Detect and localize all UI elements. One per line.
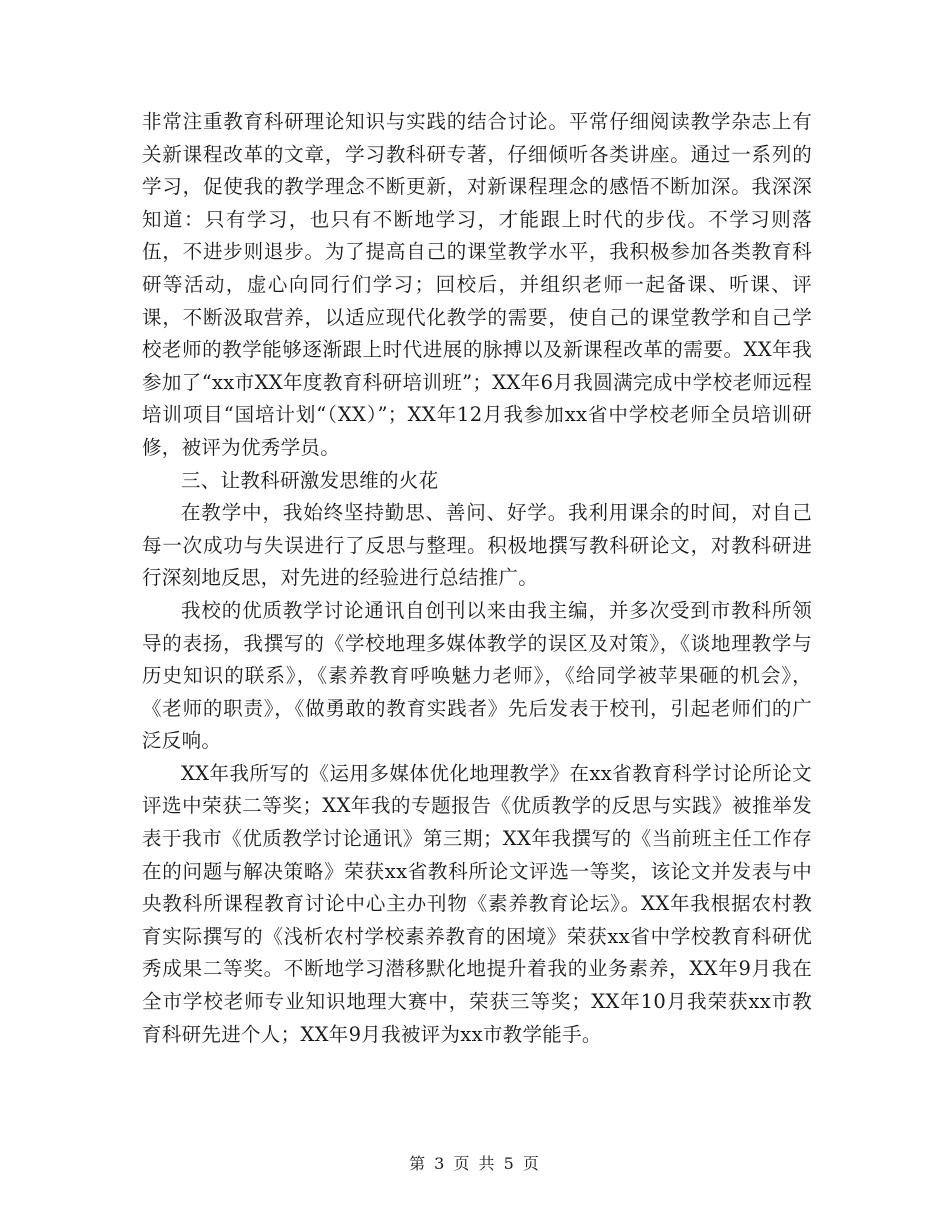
- paragraph-newsletter: 我校的优质教学讨论通讯自创刊以来由我主编，并多次受到市教科所领导的表扬，我撰写的《学校地理多媒体教学的误区及对策》，《谈地理教学与历史知识的联系》，《素养教育呼唤魅力老师》，《给同学被苹果砸的机会》，《老师的职责》，《做勇敢的教育实践者》先后发表于校刊，引起老师们的广泛反响。: [142, 598, 812, 753]
- paragraph-continuation: 非常注重教育科研理论知识与实践的结合讨论。平常仔细阅读教学杂志上有关新课程改革的文章，学习教科研专著，仔细倾听各类讲座。通过一系列的学习，促使我的教学理念不断更新，对新课程理念的感悟不断加深。我深深知道：只有学习，也只有不断地学习，才能跟上时代的步伐。不学习则落伍，不进步则退步。为了提高自己的课堂教学水平，我积极参加各类教育科研等活动，虚心向同行们学习；回校后，并组织老师一起备课、听课、评课，不断汲取营养，以适应现代化教学的需要，使自己的课堂教学和自己学校老师的教学能够逐渐跟上时代进展的脉搏以及新课程改革的需要。XX年我参加了“xx市XX年度教育科研培训班”；XX年6月我圆满完成中学校老师远程培训项目“国培计划“（XX）”；XX年12月我参加xx省中学校老师全员培训研修，被评为优秀学员。: [142, 110, 812, 459]
- paragraph-reflection: 在教学中，我始终坚持勤思、善问、好学。我利用课余的时间，对自己每一次成功与失误进行了反思与整理。积极地撰写教科研论文，对教科研进行深刻地反思，对先进的经验进行总结推广。: [142, 501, 812, 590]
- paragraph-awards: XX年我所写的《运用多媒体优化地理教学》在xx省教育科学讨论所论文评选中荣获二等奖；XX年我的专题报告《优质教学的反思与实践》被推举发表于我市《优质教学讨论通讯》第三期；XX年我撰写的《当前班主任工作存在的问题与解决策略》荣获xx省教科所论文评选一等奖，该论文并发表与中央教科所课程教育讨论中心主办刊物《素养教育论坛》。XX年我根据农村教育实际撰写的《浅析农村学校素养教育的困境》荣获xx省中学校教育科研优秀成果二等奖。不断地学习潜移默化地提升着我的业务素养，XX年9月我在全市学校老师专业知识地理大赛中，荣获三等奖；XX年10月我荣获xx市教育科研先进个人；XX年9月我被评为xx市教学能手。: [142, 761, 812, 1046]
- document-body: [142, 106, 812, 1051]
- section-heading: 三、让教科研激发思维的火花: [181, 468, 439, 492]
- page-number-footer: 第 3 页 共 5 页: [409, 1154, 541, 1173]
